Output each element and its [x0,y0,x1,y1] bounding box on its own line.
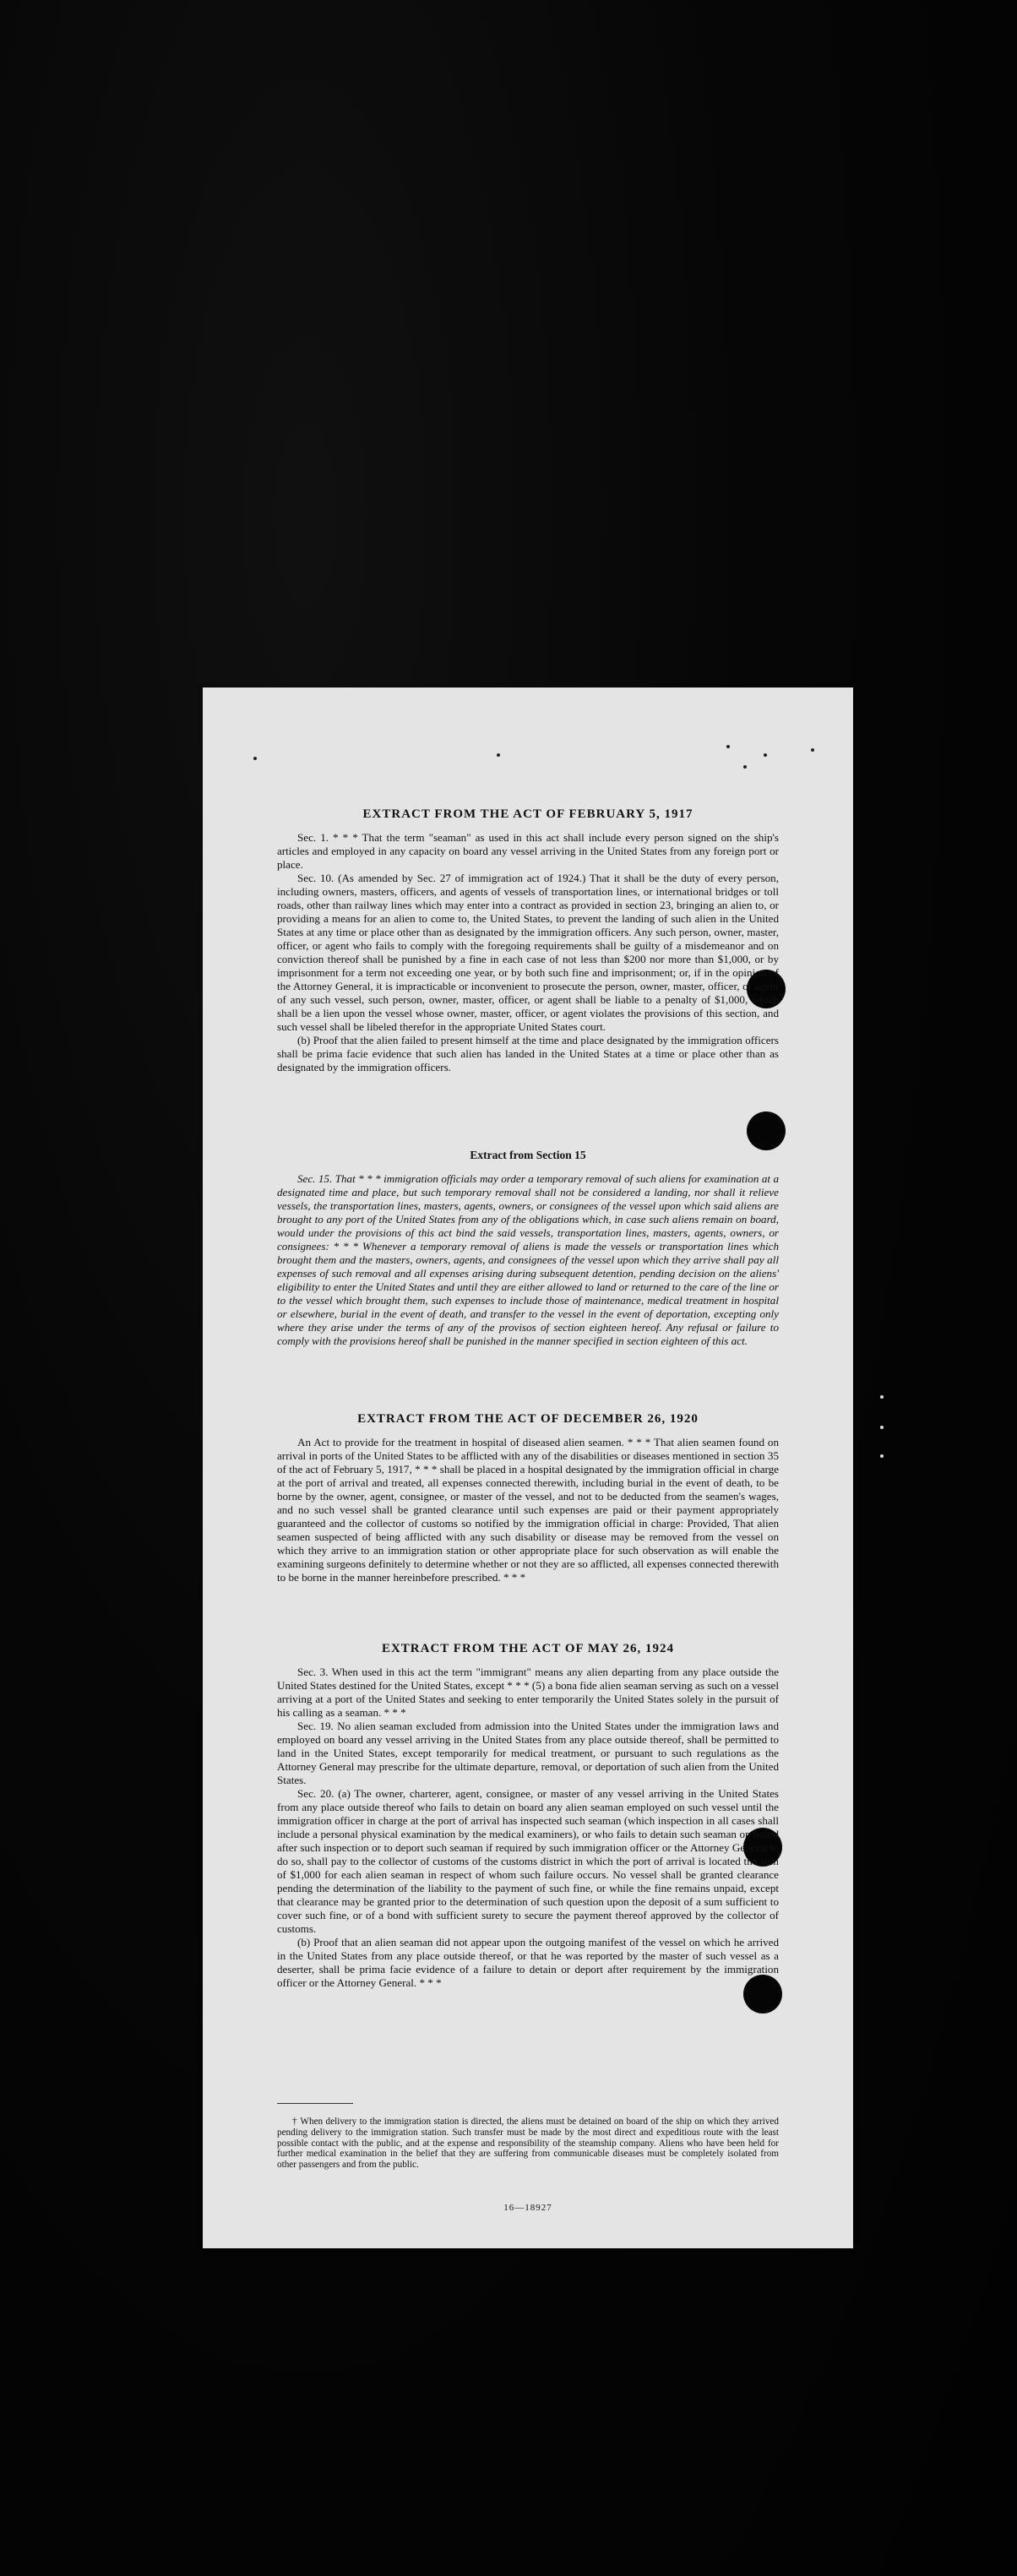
section-1917-body [277,831,779,1074]
section-15 [277,1149,779,1162]
section-subheading: Extract from Section 15 [470,1149,586,1161]
document-page [203,687,853,2248]
section-1924 [277,1642,779,1656]
footnote [277,2117,779,2171]
paragraph: (b) Proof that the alien failed to present himself at the time and place designated by the immigration officers shall be prima facie evidence that such alien has landed in the United States at a time or place other than as designated by the immigration officers. [277,1034,779,1073]
speck [497,753,500,757]
paragraph: An Act to provide for the treatment in hospital of diseased alien seamen. * * * That alien seamen found on arrival in ports of the United States to be afflicted with any of the disabilities or diseases mentioned in section 35 of the act of February 5, 1917, * * * shall be placed in a hospital designated by the immigration official in charge at the port of arrival and treated, all expenses connected therewith, including burial in the event of death, to be borne by the owner, agent, consignee, or master of the vessel, and not to be deducted from the seamen's wages, and no such vessel shall be granted clearance until such expenses are paid or their payment appropriately guaranteed and the collector of customs so notified by the immigration official in charge: Provided, That alien seamen suspected of being afflicted with any such disability or disease may be removed from the vessel on which they arrive to an immigration station or other appropriate place for such observation as will enable the examining surgeons definitely to determine whether or not they are so afflicted, all expenses connected therewith to be borne in the manner hereinbefore prescribed. * * * [277,1436,779,1584]
footnote-rule [277,2103,353,2104]
paragraph: Sec. 1. * * * That the term "seaman" as used in this act shall include every person signed on the ship's articles and employed in any capacity on board any vessel arriving in the United States from any foreign port or place. [277,831,779,871]
paragraph: (b) Proof that an alien seaman did not appear upon the outgoing manifest of the vessel on which he arrived in the United States from any place outside thereof, or that he was reported by the master of such vessel as a deserter, shall be prima facie evidence of a failure to detain or deport after requirement by the immigration officer or the Attorney General. * * * [277,1936,779,1989]
paragraph: Sec. 19. No alien seaman excluded from admission into the United States under the immigration laws and employed on board any vessel arriving in the United States from any place outside thereof, shall be permitted to land in the United States, except temporarily for medical treatment, or pursuant to such regulations as the Attorney General may prescribe for the ultimate departure, removal, or deportation of such alien from the United States. [277,1720,779,1786]
section-1924-body [277,1666,779,1990]
speck [743,765,747,769]
scan-mark [880,1454,884,1458]
speck [726,745,730,748]
speck [764,753,767,757]
punch-hole [747,1111,786,1150]
section-heading: EXTRACT FROM THE ACT OF MAY 26, 1924 [381,1642,675,1655]
paragraph: Sec. 20. (a) The owner, charterer, agent, consignee, or master of any vessel arriving in the United States from any place outside thereof who fails to detain on board any alien seaman employed on such vessel until the immigration officer in charge at the port of arrival has inspected such seaman (which inspection in all cases shall include a personal physical examination by the medical examiners), or who fails to detain such seaman on board after such inspection or to deport such seaman if required by such immigration officer or the Attorney General to do so, shall pay to the collector of customs of the customs district in which the port of arrival is located the sum of $1,000 for each alien seaman in respect of whom such failure occurs. No vessel shall be granted clearance pending the determination of the liability to the payment of such fine, or while the fine remains unpaid, except that clearance may be granted prior to the determination of such question upon the deposit of a sum sufficient to cover such fine, or of a bond with sufficient surety to secure the payment thereof approved by the collector of customs. [277,1787,779,1935]
paragraph: Sec. 3. When used in this act the term "immigrant" means any alien departing from any place outside the United States destined for the United States, except * * * (5) a bona fide alien seaman serving as such on a vessel arriving at a port of the United States and seeking to enter temporarily the United States solely in the pursuit of his calling as a seaman. * * * [277,1666,779,1719]
speck [811,748,814,752]
paragraph: Sec. 10. (As amended by Sec. 27 of immigration act of 1924.) That it shall be the duty of every person, including owners, masters, officers, and agents of vessels of transportation lines, or international bridges or toll roads, other than railway lines which may enter into a contract as provided in section 23, bringing an alien to, or providing a means for an alien to come to, the United States, to prevent the landing of such alien in the United States at any time or place other than as designated by the immigration officers. Any such person, owner, master, officer, or agent who fails to comply with the foregoing requirements shall be guilty of a misdemeanor and on conviction thereof shall be punished by a fine in each case of not less than $200 nor more than $1,000, or by imprisonment for a term not exceeding one year, or by both such fine and imprisonment; or, if in the opinion of the Attorney General, it is impracticable or inconvenient to prosecute the person, owner, master, officer, or agent of any such vessel, such person, owner, master, officer, or agent shall be liable to a penalty of $1,000, which shall be a lien upon the vessel whose owner, master, officer, or agent violates the provisions of this section, and such vessel shall be libeled therefor in the appropriate United States court. [277,872,779,1033]
scan-mark [880,1426,884,1429]
section-heading: EXTRACT FROM THE ACT OF FEBRUARY 5, 1917 [362,807,693,821]
section-1917 [277,807,779,822]
section-15-body [277,1172,779,1348]
section-heading: EXTRACT FROM THE ACT OF DECEMBER 26, 1920 [357,1412,699,1426]
scan-mark [880,1395,884,1399]
section-1920 [277,1412,779,1427]
footnote-text: † When delivery to the immigration station is directed, the aliens must be detained on board of the ship on which they arrived pending delivery to the immigration station. Such transfer must be made by the most direct and expeditious route with the least possible contact with the public, and at the expense and responsibility of the steamship company. Aliens who have been held for further medical examination in the belief that they are suffering from communicable diseases must be completely isolated from other passengers and from the public. [277,2117,779,2171]
form-number: 16—18927 [503,2203,552,2213]
paragraph: Sec. 15. That * * * immigration officials may order a temporary removal of such aliens for examination at a designated time and place, but such temporary removal shall not be considered a landing, nor shall it relieve vessels, the transportation lines, masters, agents, owners, or consignees of the vessel upon which said aliens are brought to any port of the United States from any of the obligations which, in case such aliens remain on board, would under the provisions of this act bind the said vessels, transportation lines, masters, agents, owners, or consignees: * * * Whenever a temporary removal of aliens is made the vessels or transportation lines which brought them and the masters, owners, agents, and consignees of the vessel upon which they arrive shall pay all expenses of such removal and all expenses arising during subsequent detention, pending decision on the aliens' eligibility to enter the United States and until they are either allowed to land or returned to the care of the line or to the vessel which brought them, such expenses to include those of maintenance, medical treatment in hospital or elsewhere, burial in the event of death, and transfer to the vessel in the event of deportation, excepting only where they arise under the terms of any of the provisos of section eighteen hereof. Any refusal or failure to comply with the provisions hereof shall be punished in the manner specified in section eighteen of this act. [277,1172,779,1347]
speck [253,757,257,760]
section-1920-body [277,1436,779,1584]
